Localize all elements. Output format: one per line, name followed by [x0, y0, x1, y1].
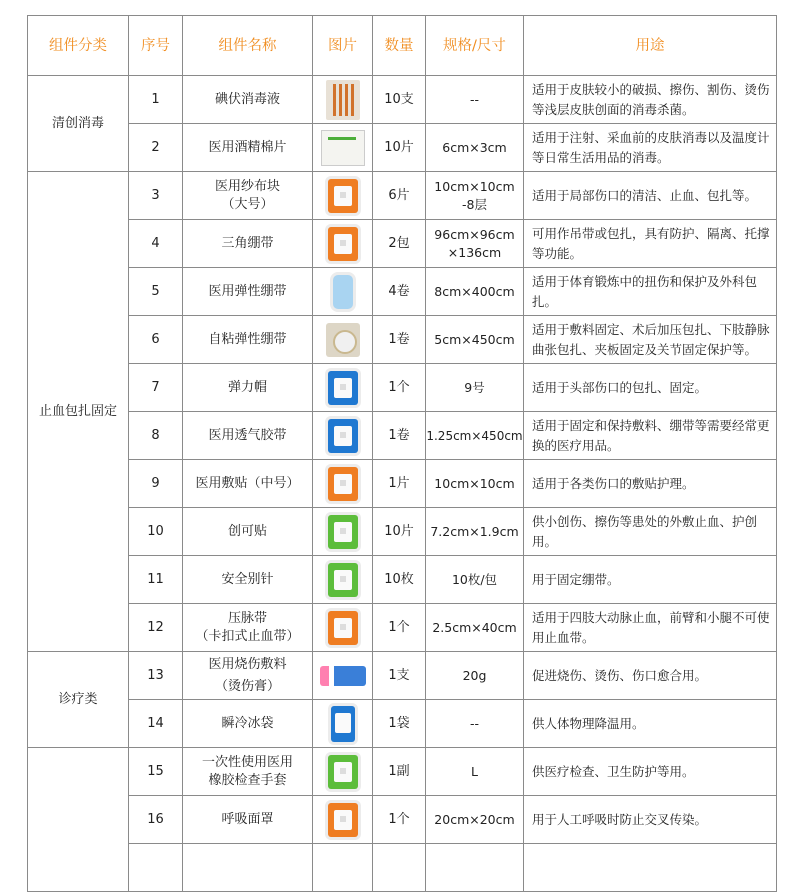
row-spec: 2.5cm×40cm — [426, 604, 524, 652]
row-name: 弹力帽 — [183, 364, 313, 412]
category-cell: 止血包扎固定 — [28, 172, 129, 652]
row-name: 医用烧伤敷料 （烫伤膏） — [183, 652, 313, 700]
row-image — [313, 604, 373, 652]
row-use: 可用作吊带或包扎，具有防护、隔离、托撑等功能。 — [524, 220, 777, 268]
gauze-pack-icon — [328, 179, 358, 213]
instant-ice-pack-icon — [331, 706, 355, 742]
header-use: 用途 — [524, 16, 777, 76]
row-no: 2 — [129, 124, 183, 172]
row-name: 医用纱布块 （大号） — [183, 172, 313, 220]
row-use: 适用于四肢大动脉止血，前臂和小腿不可使用止血带。 — [524, 604, 777, 652]
category-cell-blank — [28, 748, 129, 892]
row-image — [313, 316, 373, 364]
elastic-bandage-icon — [333, 275, 353, 309]
row-qty: 1个 — [373, 364, 426, 412]
row-spec: 10cm×10cm — [426, 460, 524, 508]
table-row — [28, 220, 777, 268]
row-image — [313, 796, 373, 844]
table-row-partial — [28, 844, 777, 892]
row-name: 压脉带 （卡扣式止血带） — [183, 604, 313, 652]
row-qty: 1支 — [373, 652, 426, 700]
table-row — [28, 652, 777, 700]
row-image — [313, 508, 373, 556]
row-spec: -- — [426, 76, 524, 124]
table-row — [28, 556, 777, 604]
row-image — [313, 172, 373, 220]
tourniquet-pack-icon — [328, 611, 358, 645]
row-use: 供小创伤、擦伤等患处的外敷止血、护创用。 — [524, 508, 777, 556]
row-name: 一次性使用医用 橡胶检查手套 — [183, 748, 313, 796]
table-row — [28, 508, 777, 556]
row-spec: 10枚/包 — [426, 556, 524, 604]
row-spec: 96cm×96cm ×136cm — [426, 220, 524, 268]
row-no: 6 — [129, 316, 183, 364]
table-row — [28, 700, 777, 748]
table-row — [28, 316, 777, 364]
row-image — [313, 700, 373, 748]
row-no: 3 — [129, 172, 183, 220]
row-no: 16 — [129, 796, 183, 844]
breathing-mask-pack-icon — [328, 803, 358, 837]
breathable-tape-pack-icon — [328, 419, 358, 453]
alcohol-pad-icon — [321, 130, 365, 166]
row-no: 14 — [129, 700, 183, 748]
row-use: 供医疗检查、卫生防护等用。 — [524, 748, 777, 796]
row-no: 7 — [129, 364, 183, 412]
row-spec: 1.25cm×450cm — [426, 412, 524, 460]
row-qty: 10枚 — [373, 556, 426, 604]
row-name: 医用弹性绷带 — [183, 268, 313, 316]
row-name: 自粘弹性绷带 — [183, 316, 313, 364]
row-name: 创可贴 — [183, 508, 313, 556]
row-qty: 4卷 — [373, 268, 426, 316]
row-spec: 6cm×3cm — [426, 124, 524, 172]
row-qty: 1个 — [373, 796, 426, 844]
row-qty: 10片 — [373, 508, 426, 556]
row-spec: L — [426, 748, 524, 796]
row-name: 医用透气胶带 — [183, 412, 313, 460]
row-image — [313, 748, 373, 796]
row-use: 适用于注射、采血前的皮肤消毒以及温度计等日常生活用品的消毒。 — [524, 124, 777, 172]
row-no: 9 — [129, 460, 183, 508]
row-qty: 1袋 — [373, 700, 426, 748]
row-use: 适用于头部伤口的包扎、固定。 — [524, 364, 777, 412]
row-use-empty — [524, 844, 777, 892]
row-no-empty — [129, 844, 183, 892]
category-cell: 清创消毒 — [28, 76, 129, 172]
row-spec: 8cm×400cm — [426, 268, 524, 316]
row-name: 安全别针 — [183, 556, 313, 604]
exam-gloves-pack-icon — [328, 755, 358, 789]
row-no: 13 — [129, 652, 183, 700]
row-no: 10 — [129, 508, 183, 556]
row-qty: 1片 — [373, 460, 426, 508]
self-adhesive-bandage-icon — [326, 323, 360, 357]
row-image — [313, 220, 373, 268]
row-use: 用于固定绷带。 — [524, 556, 777, 604]
row-spec: 9号 — [426, 364, 524, 412]
row-no: 1 — [129, 76, 183, 124]
row-image — [313, 268, 373, 316]
row-spec: 5cm×450cm — [426, 316, 524, 364]
row-spec-empty — [426, 844, 524, 892]
row-image — [313, 652, 373, 700]
row-no: 11 — [129, 556, 183, 604]
row-image — [313, 556, 373, 604]
table-row — [28, 604, 777, 652]
header-name: 组件名称 — [183, 16, 313, 76]
first-aid-kit-table — [27, 15, 777, 892]
row-name: 医用酒精棉片 — [183, 124, 313, 172]
row-use: 促进烧伤、烫伤、伤口愈合用。 — [524, 652, 777, 700]
iodine-swab-pack-icon — [326, 80, 360, 120]
row-qty: 6片 — [373, 172, 426, 220]
row-qty: 1个 — [373, 604, 426, 652]
table-row — [28, 796, 777, 844]
row-image — [313, 124, 373, 172]
row-no: 5 — [129, 268, 183, 316]
row-use: 适用于敷料固定、术后加压包扎、下肢静脉曲张包扎、夹板固定及关节固定保护等。 — [524, 316, 777, 364]
table-row — [28, 76, 777, 124]
table-row — [28, 748, 777, 796]
header-no: 序号 — [129, 16, 183, 76]
dressing-patch-pack-icon — [328, 467, 358, 501]
table-row — [28, 172, 777, 220]
header-qty: 数量 — [373, 16, 426, 76]
table-header-row — [28, 16, 777, 76]
row-image — [313, 460, 373, 508]
row-name-empty — [183, 844, 313, 892]
row-image — [313, 412, 373, 460]
header-spec: 规格/尺寸 — [426, 16, 524, 76]
row-use: 供人体物理降温用。 — [524, 700, 777, 748]
row-spec: 7.2cm×1.9cm — [426, 508, 524, 556]
table-row — [28, 268, 777, 316]
row-image-empty — [313, 844, 373, 892]
row-image — [313, 76, 373, 124]
row-spec: 20cm×20cm — [426, 796, 524, 844]
header-category: 组件分类 — [28, 16, 129, 76]
row-qty: 1副 — [373, 748, 426, 796]
band-aid-pack-icon — [328, 515, 358, 549]
row-qty: 1卷 — [373, 316, 426, 364]
row-no: 4 — [129, 220, 183, 268]
safety-pin-pack-icon — [328, 563, 358, 597]
row-name: 医用敷贴（中号） — [183, 460, 313, 508]
row-qty-empty — [373, 844, 426, 892]
table-row — [28, 124, 777, 172]
row-image — [313, 364, 373, 412]
row-name: 碘伏消毒液 — [183, 76, 313, 124]
row-qty: 10片 — [373, 124, 426, 172]
row-spec: 20g — [426, 652, 524, 700]
row-spec: -- — [426, 700, 524, 748]
row-spec: 10cm×10cm -8层 — [426, 172, 524, 220]
row-no: 12 — [129, 604, 183, 652]
row-no: 15 — [129, 748, 183, 796]
table-row — [28, 364, 777, 412]
row-name: 瞬冷冰袋 — [183, 700, 313, 748]
row-use: 适用于皮肤较小的破损、擦伤、割伤、烫伤等浅层皮肤创面的消毒杀菌。 — [524, 76, 777, 124]
elastic-cap-pack-icon — [328, 371, 358, 405]
row-name: 三角绷带 — [183, 220, 313, 268]
row-use: 用于人工呼吸时防止交叉传染。 — [524, 796, 777, 844]
row-use: 适用于固定和保持敷料、绷带等需要经常更换的医疗用品。 — [524, 412, 777, 460]
burn-ointment-tube-icon — [320, 666, 366, 686]
row-qty: 10支 — [373, 76, 426, 124]
row-name: 呼吸面罩 — [183, 796, 313, 844]
row-use: 适用于局部伤口的清洁、止血、包扎等。 — [524, 172, 777, 220]
category-cell: 诊疗类 — [28, 652, 129, 748]
row-qty: 2包 — [373, 220, 426, 268]
row-use: 适用于各类伤口的敷贴护理。 — [524, 460, 777, 508]
row-qty: 1卷 — [373, 412, 426, 460]
row-no: 8 — [129, 412, 183, 460]
triangle-bandage-pack-icon — [328, 227, 358, 261]
table-row — [28, 460, 777, 508]
header-image: 图片 — [313, 16, 373, 76]
table-row — [28, 412, 777, 460]
row-use: 适用于体育锻炼中的扭伤和保护及外科包扎。 — [524, 268, 777, 316]
